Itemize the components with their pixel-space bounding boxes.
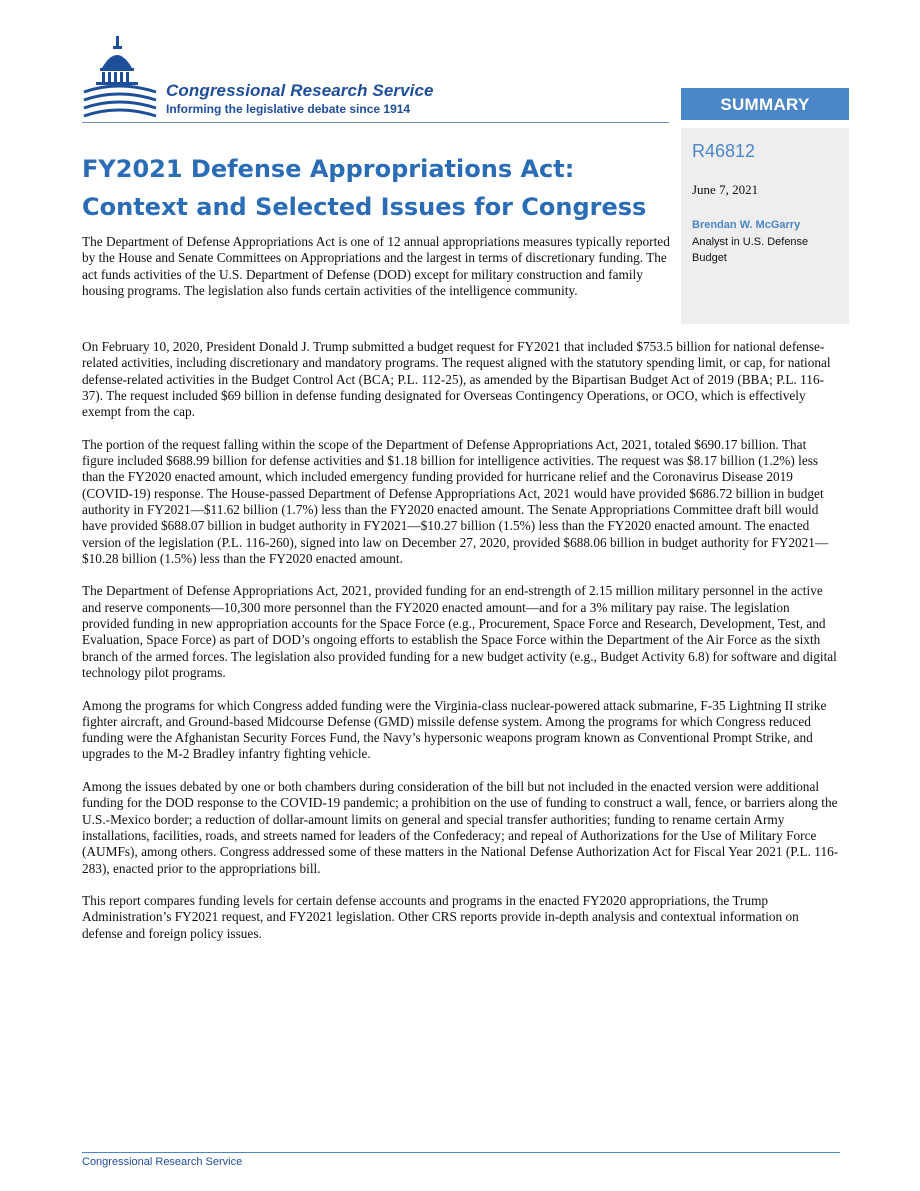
footer-text: Congressional Research Service (82, 1156, 243, 1168)
report-sidebar (681, 128, 849, 324)
capitol-dome-icon (82, 34, 162, 122)
body-paragraph: On February 10, 2020, President Donald J. Trump submitted a budget request for FY2021 that included $753.5 billion for national defense-related activities, including discretionary and mandatory programs. The request aligned with the statutory spending limit, or cap, for national defense-related activities in the Budget Control Act (BCA; P.L. 112-25), as amended by the Bipartisan Budget Act of 2019 (BBA; P.L. 116-37). The request included $69 billion in defense funding designated for Overseas Contingency Operations, or OCO, which is effectively exempt from the cap. (82, 339, 831, 420)
report-title: FY2021 Defense Appropriations Act: Context and Selected Issues for Congress (82, 155, 647, 221)
summary-tab: SUMMARY (681, 88, 849, 120)
crs-logo (82, 34, 482, 124)
summary-body (82, 339, 839, 958)
body-paragraph: Among the issues debated by one or both chambers during consideration of the bill but not included in the enacted version were additional funding for the DOD response to the COVID-19 pandemic; a prohibition on the use of funding to construct a wall, fence, or barriers along the U.S.-Mexico border; a reduction of dollar-amount limits on general and special transfer authorities; funding to rename certain Army installations, facilities, roads, and streets named for leaders of the Confederacy; and repeal of Authorizations for the Use of Military Force (AUMFs), among others. Congress addressed some of these matters in the National Defense Authorization Act for Fiscal Year 2021 (P.L. 116-283), enacted prior to the appropriations bill. (82, 779, 839, 876)
header-divider (82, 122, 669, 123)
org-tagline: Informing the legislative debate since 1914 (166, 102, 411, 116)
body-paragraph: The portion of the request falling within the scope of the Department of Defense Appropriations Act, 2021, totaled $690.17 billion. That figure included $688.99 billion for defense activities and $1.18 billion for intelligence activities. The request was $8.17 billion (1.2%) less than the FY2020 enacted amount, which included emergency funding provided for hurricane relief and the Coronavirus Disease 2019 (COVID-19) response. The House-passed Department of Defense Appropriations Act, 2021 would have provided $686.72 billion in budget authority in FY2021—$11.62 billion (1.7%) less than the FY2020 enacted amount. The Senate Appropriations Committee draft bill would have provided $688.07 billion in budget authority in FY2021—$10.27 billion (1.5%) less than the FY2020 enacted amount. The enacted version of the legislation (P.L. 116-260), signed into law on December 27, 2020, provided $688.06 billion in budget authority for FY2021—$10.28 billion (1.5%) less than the FY2020 enacted amount. (82, 436, 829, 566)
author-name: Brendan W. McGarry (692, 219, 801, 231)
footer-divider (82, 1152, 840, 1153)
report-number: R46812 (692, 141, 756, 161)
author-role: Analyst in U.S. Defense Budget (692, 236, 809, 264)
report-date: June 7, 2021 (692, 182, 759, 197)
org-name: Congressional Research Service (166, 81, 434, 100)
body-paragraph: The Department of Defense Appropriations Act, 2021, provided funding for an end-strength of 2.15 million military personnel in the active and reserve components—10,300 more personnel than the FY2020 enacted amount—and for a 3% military pay raise. The legislation provided funding in new appropriation accounts for the Space Force (e.g., Procurement, Space Force and Research, Development, Test, and Evaluation, Space Force) as part of DOD’s ongoing efforts to establish the Space Force within the Department of the Air Force as the sixth branch of the armed forces. The legislation also provided funding for a new budget activity (e.g., Budget Activity 6.8) for software and digital technology pilot programs. (82, 583, 837, 680)
body-paragraph: Among the programs for which Congress added funding were the Virginia-class nuclear-powered attack submarine, F-35 Lightning II strike fighter aircraft, and Ground-based Midcourse Defense (GMD) missile defense system. Among the programs for which Congress reduced funding were the Afghanistan Security Forces Fund, the Navy’s hypersonic weapons program known as Conventional Prompt Strike, and upgrades to the M-2 Bradley infantry fighting vehicle. (82, 697, 827, 762)
body-paragraph: This report compares funding levels for certain defense accounts and programs in the enacted FY2020 appropriations, the Trump Administration’s FY2021 request, and FY2021 legislation. Other CRS reports provide in-depth analysis and contextual information on defense and foreign policy issues. (82, 893, 799, 941)
intro-paragraph: The Department of Defense Appropriations Act is one of 12 annual appropriations measures typically reported by the House and Senate Committees on Appropriations and the largest in terms of discretionary funding. The act funds activities of the U.S. Department of Defense (DOD) except for military construction and family housing programs. The legislation also funds certain activities of the intelligence community. (82, 234, 670, 298)
